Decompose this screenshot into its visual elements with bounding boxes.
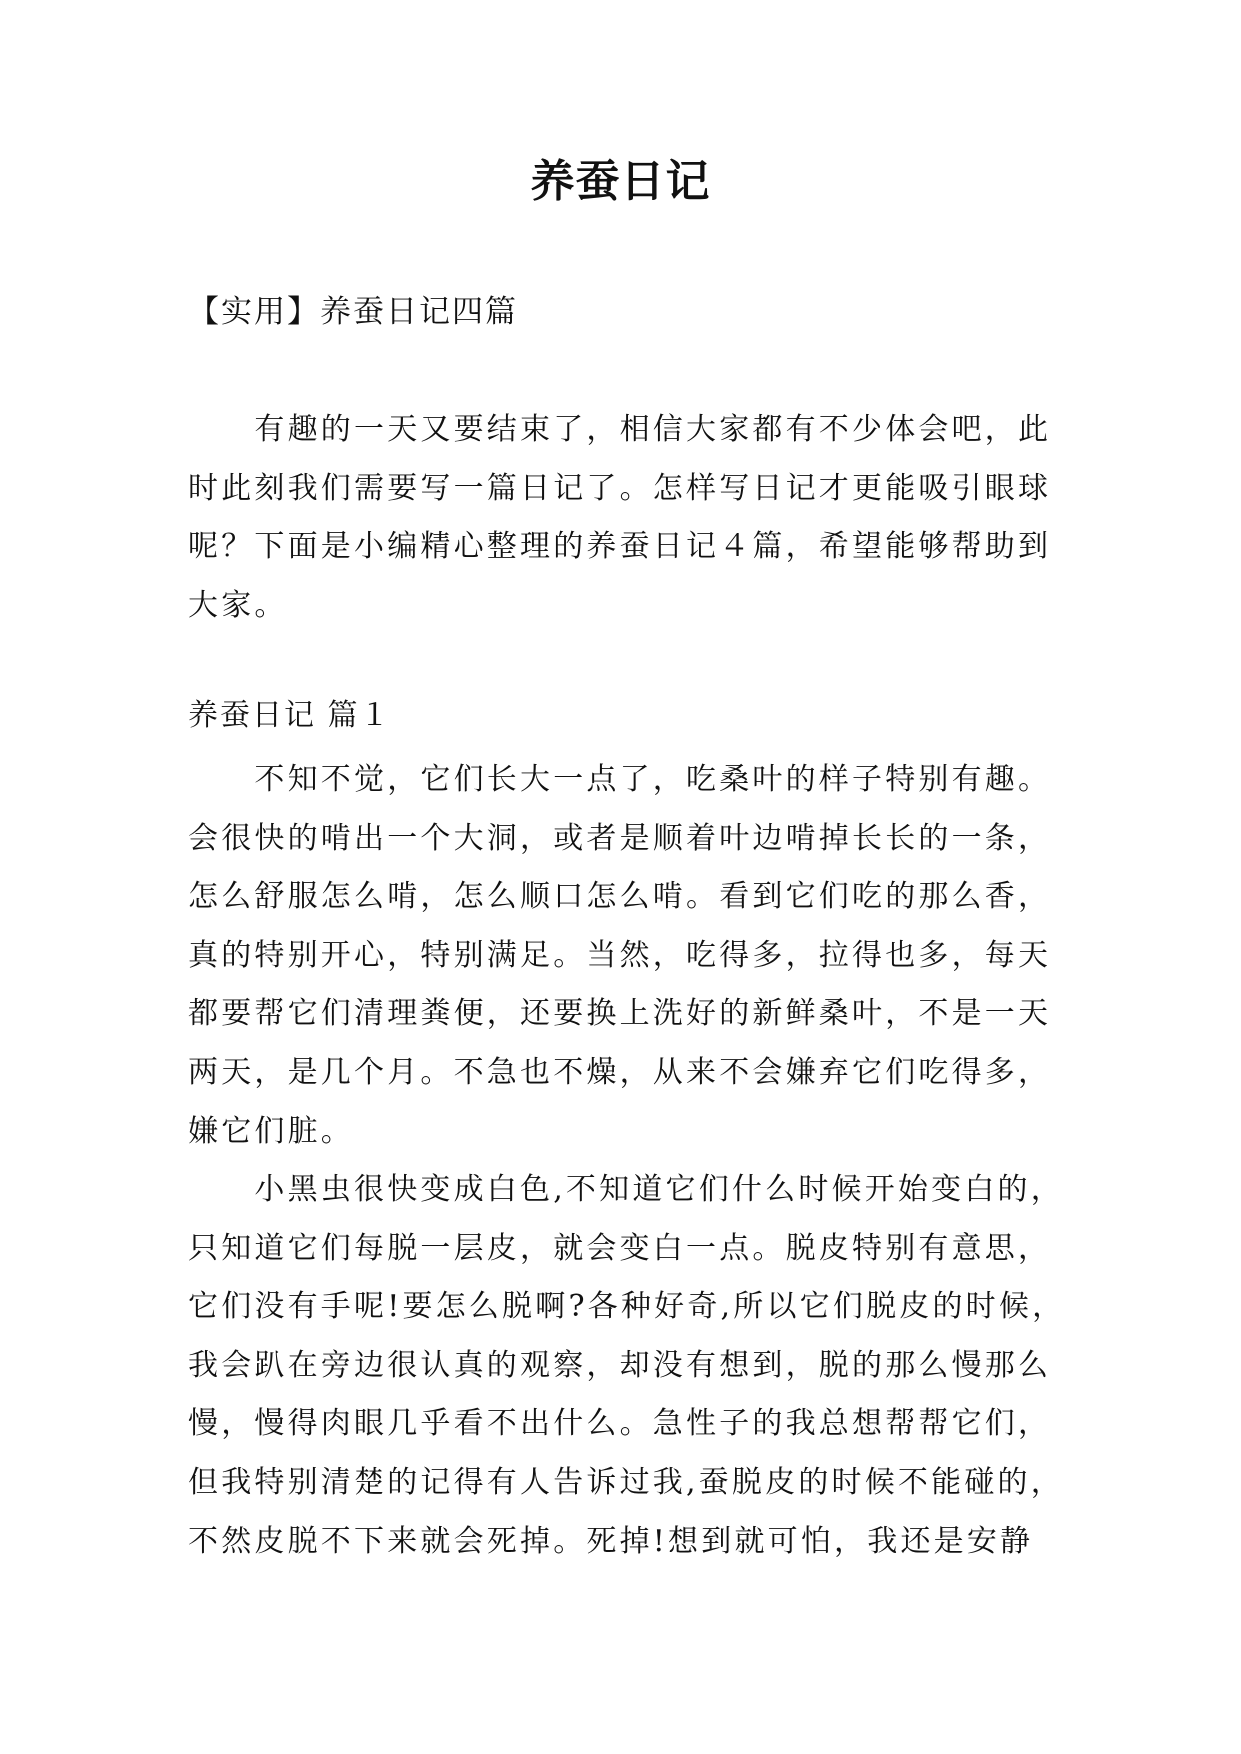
text-line: 真的特别开心，特别满足。当然，吃得多，拉得也多，每天 <box>188 937 1052 973</box>
paragraph-1 <box>188 751 1052 1161</box>
document-subtitle: 【实用】养蚕日记四篇 <box>188 294 518 330</box>
text-line: 小黑虫很快变成白色,不知道它们什么时候开始变白的， <box>188 1172 1064 1207</box>
text-line: 两天，是几个月。不急也不燥，从来不会嫌弃它们吃得多， <box>188 1054 1052 1090</box>
text-line: 不然皮脱不下来就会死掉。死掉!想到就可怕，我还是安静 <box>188 1523 1034 1559</box>
section-heading: 养蚕日记 篇１ <box>188 698 392 733</box>
text-line: 它们没有手呢!要怎么脱啊?各种好奇,所以它们脱皮的时候， <box>188 1289 1066 1325</box>
text-line: 不知不觉，它们长大一点了，吃桑叶的样子特别有趣。 <box>188 762 1052 797</box>
text-line: 我会趴在旁边很认真的观察，却没有想到，脱的那么慢那么 <box>188 1347 1052 1383</box>
text-line: 时此刻我们需要写一篇日记了。怎样写日记才更能吸引眼球 <box>188 470 1052 506</box>
text-line: 都要帮它们清理粪便，还要换上洗好的新鲜桑叶，不是一天 <box>188 996 1052 1032</box>
text-line: 会很快的啃出一个大洞，或者是顺着叶边啃掉长长的一条， <box>188 820 1052 856</box>
text-line: 呢？下面是小编精心整理的养蚕日记４篇，希望能够帮助到 <box>188 529 1052 565</box>
text-line: 只知道它们每脱一层皮，就会变白一点。脱皮特别有意思， <box>188 1230 1052 1266</box>
text-line: 有趣的一天又要结束了，相信大家都有不少体会吧，此 <box>188 412 1052 447</box>
paragraph-2 <box>188 1161 1066 1571</box>
text-line: 嫌它们脏。 <box>188 1113 354 1149</box>
text-line: 大家。 <box>188 587 288 623</box>
text-line: 慢，慢得肉眼几乎看不出什么。急性子的我总想帮帮它们， <box>188 1406 1052 1442</box>
intro-paragraph <box>188 401 1052 635</box>
text-line: 怎么舒服怎么啃，怎么顺口怎么啃。看到它们吃的那么香， <box>188 879 1052 915</box>
document-title: 养蚕日记 <box>530 156 711 207</box>
text-line: 但我特别清楚的记得有人告诉过我,蚕脱皮的时候不能碰的， <box>188 1464 1064 1500</box>
